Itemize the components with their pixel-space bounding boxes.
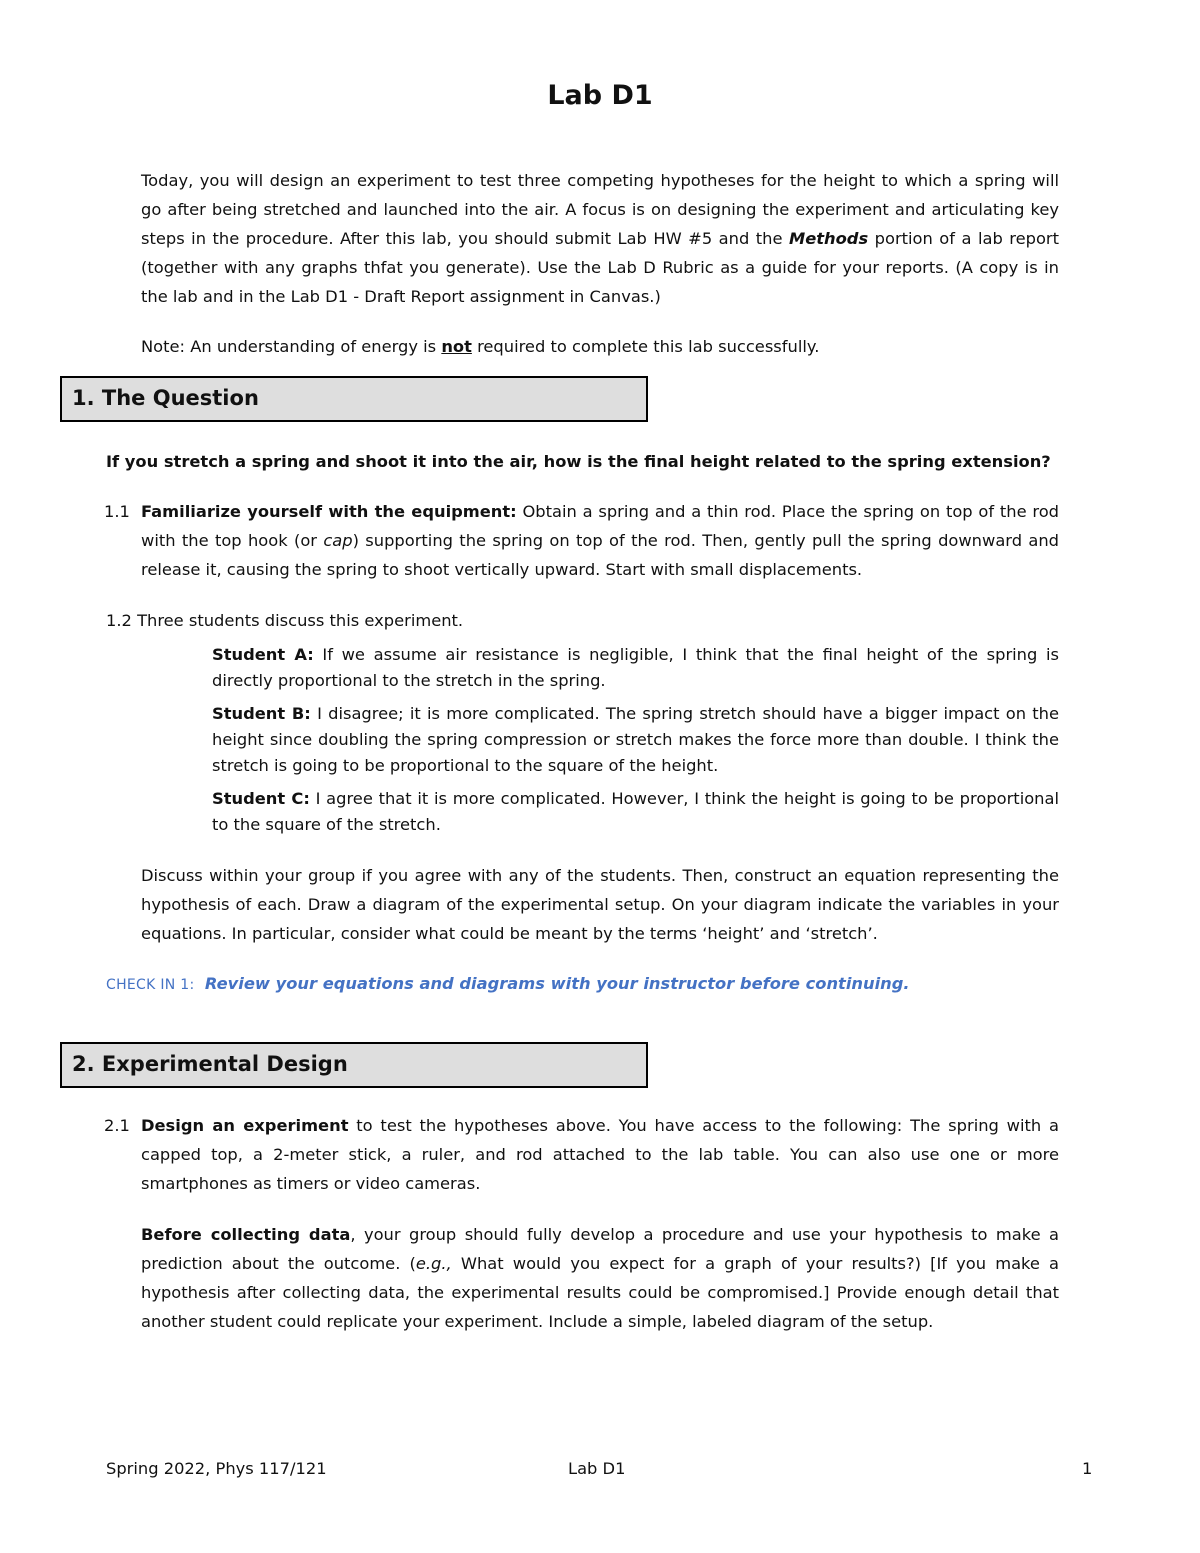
item-2-1-number: 2.1 bbox=[104, 1116, 130, 1135]
intro-paragraph bbox=[141, 166, 1059, 311]
cap-emphasis: cap bbox=[323, 531, 353, 550]
item-1-1-label: Familiarize yourself with the equipment: bbox=[141, 502, 517, 521]
student-a bbox=[212, 642, 1059, 694]
student-b bbox=[212, 701, 1059, 779]
footer-title: Lab D1 bbox=[568, 1459, 626, 1478]
note-text-after: required to complete this lab successfully. bbox=[471, 337, 820, 356]
page-title: Lab D1 bbox=[547, 80, 653, 111]
check-in-1 bbox=[106, 969, 910, 1000]
item-1-1 bbox=[104, 497, 1060, 584]
before-collecting-label: Before collecting data bbox=[141, 1225, 351, 1244]
intro-text-1: Today, you will design an experiment to test three competing hypotheses for the height to which a spring will go after being stretched and launched into the air. A focus is on designing the experiment and articulating key steps in the procedure. After this lab, you should submit Lab HW #5 and the bbox=[141, 171, 1059, 248]
student-a-label: Student A: bbox=[212, 645, 314, 664]
item-2-1-label: Design an experiment bbox=[141, 1116, 349, 1135]
item-1-1-text-2: ) supporting the spring on top of the rod. Then, gently pull the spring downward and release it, causing the spring to shoot vertically upward. Start with small displacements. bbox=[141, 531, 1060, 579]
student-a-text: If we assume air resistance is negligible, I think that the final height of the spring is directly proportional to the stretch in the spring. bbox=[212, 645, 1059, 690]
student-c bbox=[212, 786, 1059, 838]
check-in-text: Review your equations and diagrams with your instructor before continuing. bbox=[204, 974, 910, 993]
methods-emphasis: Methods bbox=[789, 229, 869, 248]
check-in-label: CHECK IN 1: bbox=[106, 977, 195, 993]
student-c-label: Student C: bbox=[212, 789, 310, 808]
footer-course: Spring 2022, Phys 117/121 bbox=[106, 1459, 327, 1478]
note-emphasis: not bbox=[441, 337, 472, 356]
note-paragraph bbox=[141, 332, 1059, 361]
discussion-paragraph: Discuss within your group if you agree with any of the students. Then, construct an equation representing the hypothesis of each. Draw a diagram of the experimental setup. On your diagram indicate the variables in your equations. In particular, consider what could be meant by the terms ‘height’ and ‘stretch’. bbox=[141, 866, 1059, 943]
before-collecting-paragraph bbox=[141, 1220, 1059, 1336]
eg-emphasis: e.g., bbox=[415, 1254, 452, 1273]
item-1-1-number: 1.1 bbox=[104, 502, 130, 521]
section-1-heading: 1. The Question bbox=[60, 376, 648, 422]
item-1-1-text-1: Obtain a spring and a thin rod. Place the spring on top of the rod with the top hook (or bbox=[141, 502, 1060, 550]
research-question: If you stretch a spring and shoot it into the air, how is the final height related to the spring extension? bbox=[106, 452, 1051, 471]
item-1-2: 1.2 Three students discuss this experiment. bbox=[106, 611, 464, 630]
footer-page-number: 1 bbox=[1082, 1459, 1093, 1478]
before-collecting-text-2: What would you expect for a graph of your results?) [If you make a hypothesis after collecting data, the experimental results could be compromised.] Provide enough detail that another student could replicate your experiment. Include a simple, labeled diagram of the setup. bbox=[141, 1254, 1060, 1331]
intro-text-2: portion of a lab report (together with any graphs thfat you generate). Use the Lab D Rubric as a guide for your reports. (A copy is in the lab and in the Lab D1 - Draft Report assignment in Canvas.) bbox=[141, 229, 1059, 306]
before-collecting-text-1: , your group should fully develop a procedure and use your hypothesis to make a prediction about the outcome. ( bbox=[141, 1225, 1059, 1273]
section-2-heading: 2. Experimental Design bbox=[60, 1042, 648, 1088]
item-2-1-text: to test the hypotheses above. You have access to the following: The spring with a capped top, a 2-meter stick, a ruler, and rod attached to the lab table. You can also use one or more smartphones as timers or video cameras. bbox=[141, 1116, 1059, 1193]
item-2-1 bbox=[104, 1111, 1059, 1198]
student-b-text: I disagree; it is more complicated. The spring stretch should have a bigger impact on the height since doubling the spring compression or stretch makes the force more than double. I think the stretch is going to be proportional to the square of the height. bbox=[212, 704, 1059, 775]
note-text-before: Note: An understanding of energy is bbox=[141, 337, 442, 356]
student-c-text: I agree that it is more complicated. However, I think the height is going to be proportional to the square of the stretch. bbox=[212, 789, 1059, 834]
student-b-label: Student B: bbox=[212, 704, 311, 723]
